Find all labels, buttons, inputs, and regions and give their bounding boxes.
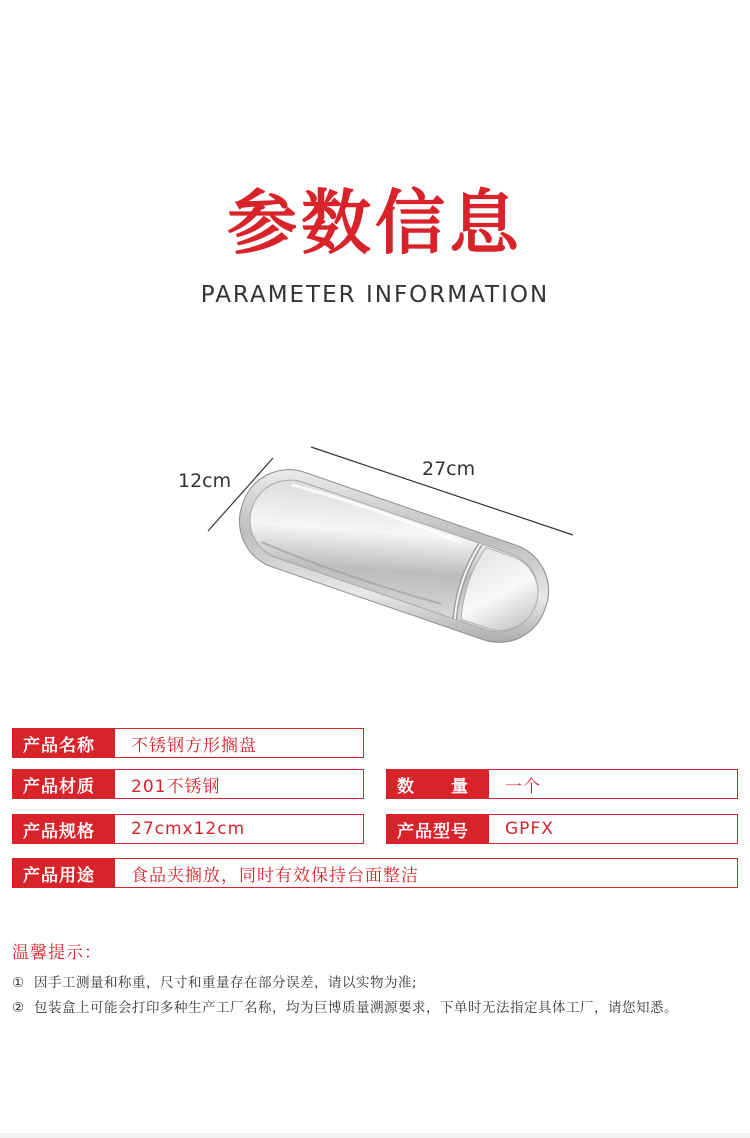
note-number: ②	[12, 1000, 25, 1016]
notes-section	[12, 938, 742, 1021]
bottom-divider	[0, 1133, 750, 1138]
param-value: 一个	[505, 776, 541, 797]
param-label: 产品规格	[13, 815, 115, 843]
param-row-usage	[12, 858, 738, 888]
param-row-model	[386, 814, 738, 844]
param-label: 产品用途	[13, 859, 115, 887]
param-row-spec	[12, 814, 364, 844]
param-value: 201不锈钢	[131, 776, 221, 797]
param-row-quantity	[386, 769, 738, 799]
param-label: 产品型号	[387, 815, 489, 843]
page-subtitle: PARAMETER INFORMATION	[200, 282, 550, 308]
param-value: 食品夹搁放，同时有效保持台面整洁	[131, 865, 419, 886]
length-dimension-label: 27cm	[422, 458, 476, 480]
note-text: 包装盒上可能会打印多种生产工厂名称，均为巨博质量溯源要求，下单时无法指定具体工厂，请您知悉。	[34, 1000, 678, 1016]
param-value: 不锈钢方形搁盘	[131, 735, 257, 756]
note-number: ①	[12, 975, 25, 991]
note-item	[12, 971, 742, 996]
note-text: 因手工测量和称重，尺寸和重量存在部分误差，请以实物为准;	[34, 975, 418, 991]
note-item	[12, 996, 742, 1021]
page-title: 参数信息	[227, 182, 523, 264]
width-dimension-label: 12cm	[178, 470, 232, 492]
param-label: 产品名称	[13, 729, 115, 757]
param-row-material	[12, 769, 364, 799]
param-label: 数 量	[387, 770, 489, 798]
param-row-name	[12, 728, 364, 758]
notes-title: 温馨提示：	[12, 943, 102, 963]
param-value: 27cmx12cm	[131, 819, 246, 839]
param-value: GPFX	[505, 819, 554, 839]
param-label: 产品材质	[13, 770, 115, 798]
